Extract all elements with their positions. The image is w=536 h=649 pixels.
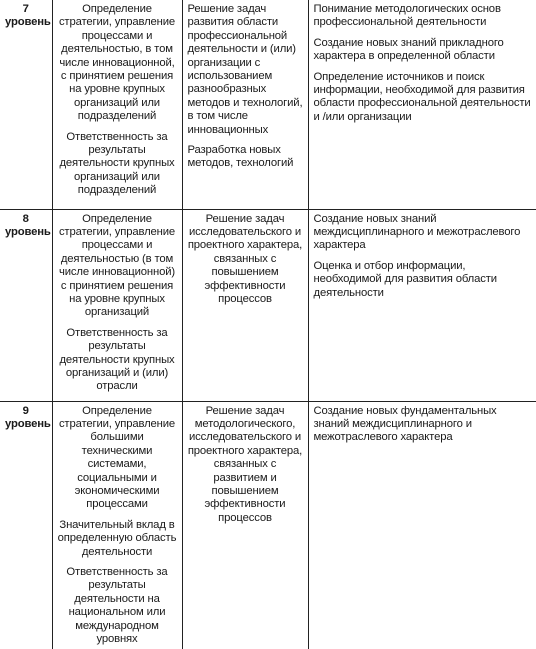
knowledge-cell [308, 401, 536, 649]
knowledge-cell [308, 0, 536, 209]
cell-paragraph: Определение источников и поиск информации, необходимой для развития области профессиональной деятельности и /или организации [313, 70, 531, 123]
level-number: 9 [22, 404, 29, 417]
table-row [0, 401, 536, 649]
level-word: уровень [5, 16, 51, 29]
cell-paragraph: Значительный вклад в определенную область деятельности [57, 518, 177, 558]
cell-paragraph: Оценка и отбор информации, необходимой для развития области деятельности [313, 259, 497, 299]
authority-responsibility-cell [52, 401, 182, 649]
skills-cell [182, 209, 308, 401]
cell-paragraph: Создание новых фундаментальных знаний междисциплинарного и межотраслевого характера [313, 404, 497, 444]
authority-responsibility-cell [52, 0, 182, 209]
cell-paragraph: Ответственность за результаты деятельности на национальном или международном уровнях [66, 565, 168, 645]
level-cell [0, 0, 52, 209]
cell-paragraph: Решение задач развития области профессиональной деятельности и (или) организации с использованием разнообразных методов и технологий, в том числе инновационных [187, 3, 303, 136]
authority-responsibility-cell [52, 209, 182, 401]
cell-paragraph: Ответственность за результаты деятельности крупных организаций или подразделений [59, 130, 175, 197]
cell-paragraph: Определение стратегии, управление большими техническими системами, социальными и экономическими процессами [58, 404, 176, 511]
cell-paragraph: Создание новых знаний прикладного характера в определенной области [313, 36, 504, 63]
table-row [0, 209, 536, 401]
skills-cell [182, 0, 308, 209]
level-number: 7 [22, 3, 29, 15]
cell-paragraph: Определение стратегии, управление процессами и деятельностью (в том числе инновационной) с принятием решения на уровне крупных организаций [58, 212, 176, 319]
cell-paragraph: Создание новых знаний междисциплинарного и межотраслевого характера [313, 212, 521, 252]
level-word: уровень [5, 225, 51, 238]
level-cell [0, 401, 52, 649]
level-cell [0, 209, 52, 401]
cell-paragraph: Понимание методологических основ профессиональной деятельности [313, 3, 501, 29]
level-word: уровень [5, 417, 51, 430]
skills-cell [182, 401, 308, 649]
cell-paragraph: Решение задач исследовательского и проектного характера, связанных с повышением эффективности процессов [187, 212, 303, 305]
table-row [0, 0, 536, 209]
cell-paragraph: Решение задач методологического, исследовательского и проектного характера, связанных с развитием и повышением эффективности процессов [187, 404, 303, 524]
cell-paragraph: Ответственность за результаты деятельности крупных организаций и (или) отрасли [59, 326, 175, 393]
cell-paragraph: Определение стратегии, управление процессами и деятельностью, в том числе инновационной, с принятием решения на уровне крупных организаций или подразделений [58, 3, 176, 123]
cell-paragraph: Разработка новых методов, технологий [187, 144, 294, 170]
knowledge-cell [308, 209, 536, 401]
level-number: 8 [22, 212, 29, 225]
